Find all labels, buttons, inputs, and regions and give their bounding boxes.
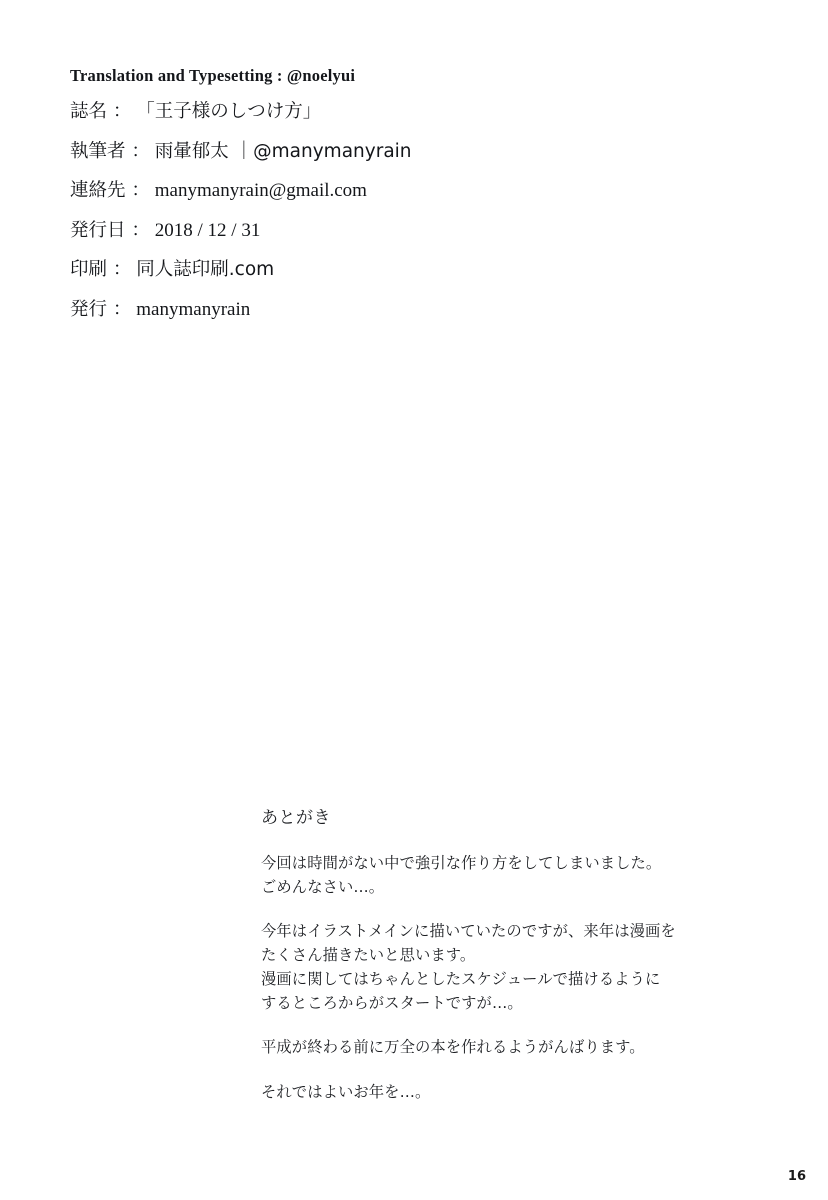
colophon-label: 連絡先 ： — [70, 180, 150, 201]
colophon-value: 同人誌印刷.com — [136, 259, 275, 280]
translation-credit: Translation and Typesetting : @noelyui — [70, 66, 356, 85]
colophon-row — [70, 102, 770, 122]
page-number: 16 — [787, 1169, 806, 1184]
colophon-label: 執筆者 ： — [70, 140, 150, 162]
colophon-row — [70, 142, 770, 162]
colophon-value: 雨暈郁太 ｜@manymanyrain — [154, 140, 412, 162]
afterword-paragraph: 平成が終わる前に万全の本を作れるようがんばります。 — [261, 1038, 645, 1057]
colophon-rows — [70, 102, 770, 319]
colophon-block — [70, 66, 770, 339]
afterword-paragraph: それではよいお年を…。 — [261, 1082, 431, 1101]
colophon-value: 「王子様のしつけ方」 — [136, 101, 322, 122]
afterword-title: あとがき — [261, 808, 331, 828]
colophon-value: manymanyrain@gmail.com — [154, 180, 367, 201]
afterword-paragraph: 今年はイラストメインに描いていたのですが、来年は漫画を たくさん描きたいと思います。 漫画に関してはちゃんとしたスケジュールで描けるように するところからがスタートですが…。 — [261, 922, 676, 1012]
colophon-label: 誌名 ： — [70, 101, 132, 122]
colophon-row — [70, 181, 770, 201]
colophon-label: 発行日 ： — [70, 219, 150, 241]
colophon-label: 発行 ： — [70, 298, 132, 320]
colophon-row — [70, 300, 770, 320]
colophon-value: 2018 / 12 / 31 — [154, 219, 261, 241]
colophon-label: 印刷 ： — [70, 259, 132, 280]
colophon-row — [70, 260, 770, 280]
afterword-block — [261, 803, 761, 1105]
colophon-value: manymanyrain — [136, 298, 251, 320]
colophon-row — [70, 221, 770, 241]
afterword-paragraph: 今回は時間がない中で強引な作り方をしてしまいました。 ごめんなさい…。 — [261, 854, 662, 896]
